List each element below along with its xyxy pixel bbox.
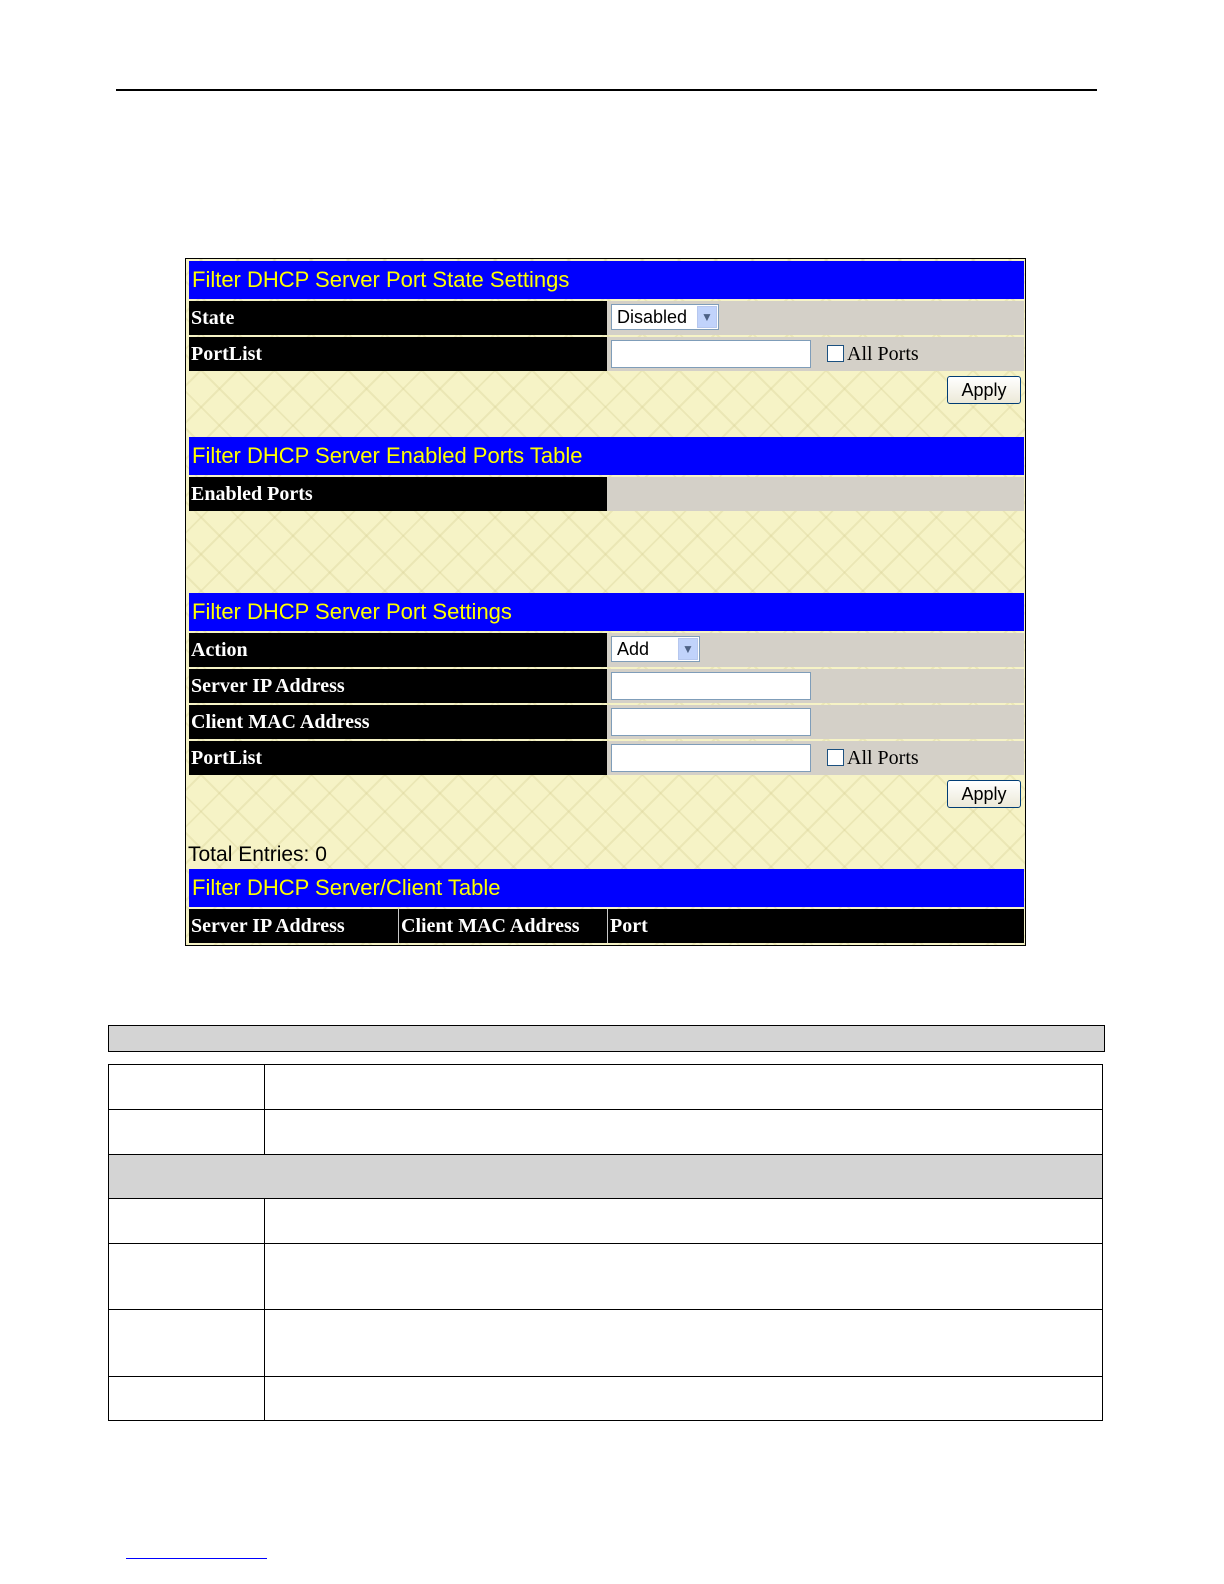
port-settings-title: Filter DHCP Server Port Settings [189, 593, 1024, 631]
column-header-port: Port [610, 915, 648, 937]
client-mac-label: Client MAC Address [189, 705, 607, 739]
client-mac-row [189, 705, 1024, 739]
parameter-row [109, 1244, 1102, 1310]
client-table-title: Filter DHCP Server/Client Table [189, 869, 1024, 907]
footer-link-rule [126, 1558, 267, 1559]
parameter-section-row [109, 1155, 1102, 1199]
server-ip-row [189, 669, 1024, 703]
parameter-name-cell [109, 1377, 265, 1420]
client-mac-input[interactable] [611, 708, 811, 736]
parameter-name-cell [109, 1310, 265, 1376]
client-table-header [189, 909, 1024, 943]
parameter-row [109, 1110, 1102, 1155]
settings-apply-button[interactable]: Apply [947, 780, 1021, 808]
state-apply-button[interactable]: Apply [947, 376, 1021, 404]
action-select-value: Add [617, 639, 650, 659]
settings-portlist-input[interactable] [611, 744, 811, 772]
state-label: State [189, 301, 607, 335]
parameter-name-cell [109, 1065, 265, 1109]
column-header-client-mac: Client MAC Address [401, 915, 580, 937]
action-label: Action [189, 633, 607, 667]
total-entries: Total Entries: 0 [188, 843, 327, 866]
parameter-row [109, 1199, 1102, 1244]
parameter-row [109, 1065, 1102, 1110]
parameter-name-cell [109, 1199, 265, 1243]
enabled-ports-label: Enabled Ports [189, 477, 607, 511]
state-all-ports-checkbox[interactable] [827, 345, 844, 362]
state-all-ports[interactable] [827, 337, 919, 371]
parameter-table-header [108, 1025, 1105, 1052]
column-header-server-ip: Server IP Address [191, 915, 345, 937]
enabled-ports-row [189, 477, 1024, 511]
header-rule [116, 89, 1097, 91]
parameter-name-cell [109, 1110, 265, 1154]
state-settings-title: Filter DHCP Server Port State Settings [189, 261, 1024, 299]
state-portlist-row [189, 337, 1024, 371]
dhcp-filter-panel [185, 258, 1026, 946]
parameter-row [109, 1377, 1102, 1420]
parameter-row [109, 1310, 1102, 1377]
server-ip-label: Server IP Address [189, 669, 607, 703]
action-row [189, 633, 1024, 667]
all-ports-label: All Ports [847, 747, 919, 769]
chevron-down-icon[interactable]: ▼ [678, 638, 698, 660]
portlist-label: PortList [189, 741, 607, 775]
all-ports-label: All Ports [847, 343, 919, 365]
server-ip-input[interactable] [611, 672, 811, 700]
settings-portlist-row [189, 741, 1024, 775]
parameter-name-cell [109, 1244, 265, 1309]
state-row [189, 301, 1024, 335]
state-select-value: Disabled [617, 307, 688, 327]
settings-all-ports-checkbox[interactable] [827, 749, 844, 766]
parameter-table [108, 1064, 1103, 1421]
enabled-ports-title: Filter DHCP Server Enabled Ports Table [189, 437, 1024, 475]
chevron-down-icon[interactable]: ▼ [697, 306, 717, 328]
action-select[interactable] [611, 636, 700, 662]
settings-all-ports[interactable] [827, 741, 919, 775]
state-portlist-input[interactable] [611, 340, 811, 368]
state-select[interactable] [611, 304, 719, 330]
portlist-label: PortList [189, 337, 607, 371]
